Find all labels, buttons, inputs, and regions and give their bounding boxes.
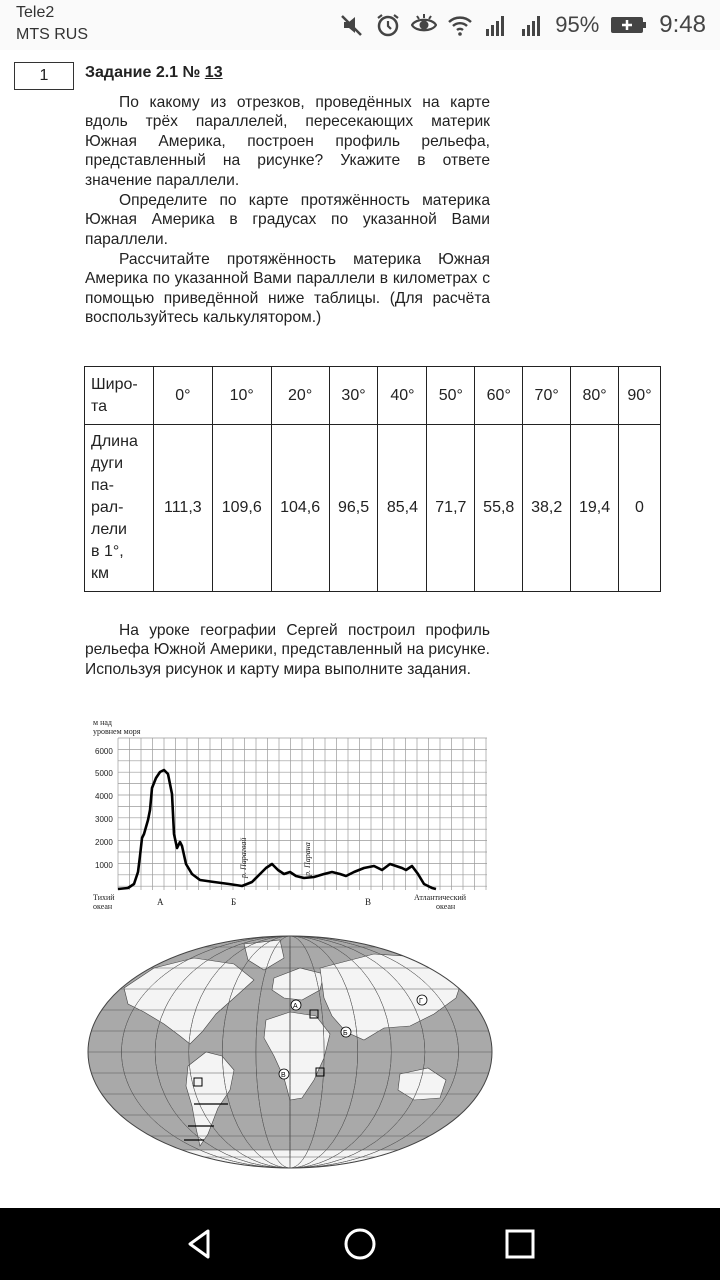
task-paragraph-3: Рассчитайте протяжённость материка Южная Америка по указанной Вами параллели в километрах с помощью приведённой ниже таблицы. (Для расчёта воспользуйтесь калькулятором.) (85, 251, 490, 327)
table-cell: 111,3 (153, 425, 212, 592)
table-row-latitude (85, 367, 661, 425)
task-title (85, 64, 223, 82)
battery-charging-icon (609, 13, 649, 37)
table-cell: 104,6 (271, 425, 329, 592)
task-number-link[interactable]: 13 (204, 64, 223, 81)
right-ocean-label-line-1: Атлантический (414, 893, 467, 902)
y-tick-label: 2000 (95, 838, 113, 847)
task-paragraph-2: Определите по карте протяжённость материка Южная Америка в градусах по указанной Вами параллели. (85, 192, 490, 248)
back-icon[interactable] (182, 1226, 218, 1262)
task-paragraph-4: На уроке географии Сергей построил профиль рельефа Южной Америки, представленный на рисунке. Используя рисунок и карту мира выполните задания. (85, 622, 490, 678)
status-bar (0, 0, 720, 50)
table-cell: 38,2 (523, 425, 571, 592)
table-cell: 0 (619, 425, 661, 592)
wifi-icon (447, 12, 473, 38)
table-cell: 50° (427, 367, 475, 425)
table-cell: 96,5 (329, 425, 378, 592)
table-cell: 10° (212, 367, 271, 425)
y-tick-label: 4000 (95, 792, 113, 801)
task-title-prefix: Задание 2.1 № (85, 64, 201, 81)
river-label-paraguay: р. Парагвай (239, 837, 248, 878)
alarm-icon (375, 12, 401, 38)
map-marker-label-b: Б (343, 1030, 348, 1037)
point-label-v: В (365, 897, 372, 907)
navigation-bar (0, 1208, 720, 1280)
y-tick-label: 3000 (95, 815, 113, 824)
right-ocean-label-line-2: океан (436, 902, 456, 911)
home-icon[interactable] (342, 1226, 378, 1262)
table-cell: 60° (475, 367, 523, 425)
table-cell: 109,6 (212, 425, 271, 592)
table-cell: 19,4 (571, 425, 619, 592)
clock: 9:48 (659, 11, 706, 38)
y-axis-title-line-1: м над (93, 718, 112, 727)
carrier-name-1: Tele2 (16, 4, 55, 21)
y-tick-label: 5000 (95, 769, 113, 778)
table-cell: 0° (153, 367, 212, 425)
world-map (84, 928, 496, 1178)
table-cell: 85,4 (378, 425, 427, 592)
carrier-name-2: MTS RUS (16, 26, 88, 43)
task-number-box: 1 (14, 62, 74, 90)
mute-icon (339, 12, 365, 38)
battery-percent: 95% (555, 12, 600, 37)
antarctica (84, 1150, 496, 1178)
point-label-b: Б (231, 897, 237, 907)
table-cell: 70° (523, 367, 571, 425)
table-cell: 55,8 (475, 425, 523, 592)
eye-icon (411, 12, 437, 38)
table-cell: 71,7 (427, 425, 475, 592)
table-header-latitude: Широ- та (85, 367, 154, 425)
table-cell: 80° (571, 367, 619, 425)
relief-profile-chart (84, 714, 487, 912)
table-cell: 30° (329, 367, 378, 425)
river-label-parana: р. Парана (303, 842, 312, 876)
point-label-a: А (157, 897, 164, 907)
table-header-arc-length: Длина дуги па- рал- лели в 1°, км (85, 425, 154, 592)
recents-icon[interactable] (502, 1226, 538, 1262)
y-tick-label: 1000 (95, 861, 113, 870)
table-cell: 40° (378, 367, 427, 425)
y-tick-label: 6000 (95, 747, 113, 756)
task-paragraph-1: По какому из отрезков, проведённых на карте вдоль трёх параллелей, пересекающих материк Южная Америка, построен профиль рельефа, представленный на рисунке? Укажите в ответе значение параллели. (85, 94, 490, 189)
left-ocean-label-line-1: Тихий (93, 893, 115, 902)
table-row-arc-length (85, 425, 661, 592)
table-cell: 90° (619, 367, 661, 425)
map-marker-label-v: В (281, 1072, 286, 1079)
map-marker-label-g: Г (419, 998, 423, 1005)
y-axis-title-line-2: уровнем моря (93, 727, 141, 736)
signal-icon-2 (519, 12, 545, 38)
signal-icon-1 (483, 12, 509, 38)
task-content (0, 50, 720, 1208)
latitude-arc-table (84, 366, 661, 592)
table-cell: 20° (271, 367, 329, 425)
left-ocean-label-line-2: океан (93, 902, 113, 911)
map-marker-label-a: А (293, 1003, 298, 1010)
